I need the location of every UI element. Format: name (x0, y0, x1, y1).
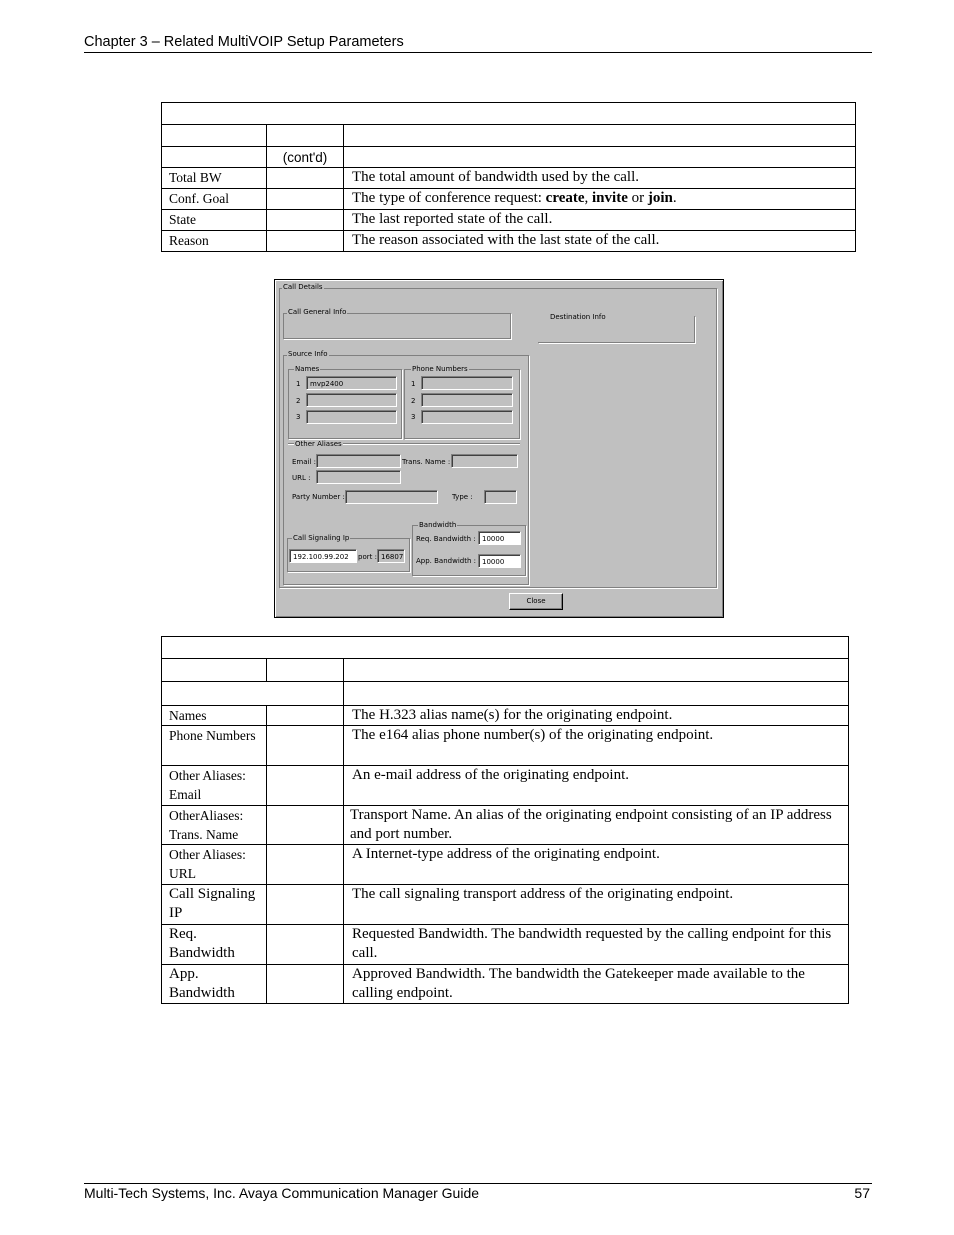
trans-name-field[interactable] (451, 454, 518, 468)
field-name: App. Bandwidth (162, 965, 267, 1004)
index-label: 3 (411, 413, 416, 421)
table-cell (267, 766, 344, 806)
page-header (84, 33, 872, 53)
field-description: The H.323 alias name(s) for the originating endpoint. (344, 706, 849, 726)
index-label: 2 (411, 397, 416, 405)
phone-1-field[interactable] (421, 376, 513, 390)
app-bandwidth-field[interactable]: 10000 (478, 554, 521, 568)
index-label: 3 (296, 413, 301, 421)
type-field[interactable] (484, 490, 517, 504)
url-label: URL : (292, 474, 311, 482)
desc-bold: create (545, 190, 585, 206)
table-cell (267, 210, 344, 231)
close-button[interactable]: Close (509, 593, 563, 610)
phone-2-field[interactable] (421, 393, 513, 407)
table-title-row (162, 637, 849, 659)
port-label: port : (358, 553, 377, 561)
table-cell (162, 147, 267, 168)
field-description: The e164 alias phone number(s) of the originating endpoint. (344, 726, 849, 766)
field-name: Call Signaling IP (162, 885, 267, 925)
call-details-dialog (274, 279, 724, 618)
call-details-title: Call Details (283, 283, 323, 291)
destination-info-label: Destination Info (550, 313, 606, 321)
bandwidth-label: Bandwidth (419, 521, 457, 529)
field-name: Names (162, 706, 267, 726)
phone-numbers-label: Phone Numbers (412, 365, 468, 373)
port-field[interactable]: 16807 (377, 549, 405, 563)
field-name: Other Aliases: URL (162, 845, 267, 885)
email-label: Email : (292, 458, 317, 466)
header-cell-field (162, 659, 267, 682)
table-cell (344, 147, 856, 168)
table-cell (267, 965, 344, 1004)
other-aliases-label: Other Aliases (295, 440, 342, 448)
call-signaling-label: Call Signaling Ip (293, 534, 350, 542)
section-desc-cell (344, 682, 849, 706)
table-cell (267, 231, 344, 252)
section-cell (162, 682, 344, 706)
table-cell (267, 925, 344, 965)
source-info-label: Source Info (288, 350, 328, 358)
table-cell (267, 726, 344, 766)
field-name: Req. Bandwidth (162, 925, 267, 965)
name-3-field[interactable] (306, 410, 397, 424)
field-name: State (162, 210, 267, 231)
ip-field[interactable]: 192.100.99.202 (289, 549, 357, 563)
header-cell-values (267, 659, 344, 682)
field-description: Approved Bandwidth. The bandwidth the Gatekeeper made available to the calling endpoint. (344, 965, 849, 1004)
req-bandwidth-label: Req. Bandwidth : (416, 535, 476, 543)
header-cell-description (344, 659, 849, 682)
desc-text: or (627, 190, 648, 206)
field-description: An e-mail address of the originating endpoint. (344, 766, 849, 806)
email-field[interactable] (316, 454, 401, 468)
field-description: A Internet-type address of the originating endpoint. (344, 845, 849, 885)
call-fields-table-continued (161, 102, 856, 252)
field-name: Reason (162, 231, 267, 252)
index-label: 2 (296, 397, 301, 405)
desc-text: , (584, 190, 593, 206)
table-cell (267, 885, 344, 925)
table-cell (267, 168, 344, 189)
party-number-field[interactable] (345, 490, 438, 504)
desc-bold: join (647, 190, 673, 206)
index-label: 1 (296, 380, 301, 388)
table-title-row (162, 103, 856, 125)
footer-text: Multi-Tech Systems, Inc. Avaya Communication Manager Guide (84, 1185, 480, 1201)
name-2-field[interactable] (306, 393, 397, 407)
table-cell (267, 806, 344, 845)
field-description (344, 189, 856, 210)
trans-name-label: Trans. Name : (402, 458, 451, 466)
contd-label: (cont'd) (267, 147, 344, 168)
header-cell-field (162, 125, 267, 147)
field-description: The call signaling transport address of the originating endpoint. (344, 885, 849, 925)
field-description: Transport Name. An alias of the originating endpoint consisting of an IP address and port number. (344, 806, 849, 845)
field-name: Conf. Goal (162, 189, 267, 210)
index-label: 1 (411, 380, 416, 388)
desc-text: . (672, 190, 677, 206)
field-description: The reason associated with the last state of the call. (344, 231, 856, 252)
field-name: Total BW (162, 168, 267, 189)
table-cell (267, 706, 344, 726)
field-description: The total amount of bandwidth used by the call. (344, 168, 856, 189)
page-number: 57 (854, 1185, 870, 1201)
app-bandwidth-label: App. Bandwidth : (416, 557, 476, 565)
source-info-fields-table (161, 636, 849, 1004)
req-bandwidth-field[interactable]: 10000 (478, 531, 521, 545)
table-cell (267, 189, 344, 210)
names-label: Names (295, 365, 320, 373)
field-description: The last reported state of the call. (344, 210, 856, 231)
name-1-field[interactable]: mvp2400 (306, 376, 397, 390)
field-name: Other Aliases: Email (162, 766, 267, 806)
header-cell-values (267, 125, 344, 147)
chapter-title: Chapter 3 – Related MultiVOIP Setup Parameters (84, 34, 404, 50)
field-description: Requested Bandwidth. The bandwidth requested by the calling endpoint for this call. (344, 925, 849, 965)
party-number-label: Party Number : (292, 493, 345, 501)
page-footer (84, 1183, 872, 1201)
url-field[interactable] (316, 470, 401, 484)
type-label: Type : (452, 493, 473, 501)
phone-3-field[interactable] (421, 410, 513, 424)
table-cell (267, 845, 344, 885)
general-info-label: Call General Info (288, 308, 347, 316)
desc-text: The type of conference request: (352, 190, 546, 206)
desc-bold: invite (592, 190, 628, 206)
field-name: Phone Numbers (162, 726, 267, 766)
general-info-group (283, 313, 511, 339)
field-name: OtherAliases: Trans. Name (162, 806, 267, 845)
header-cell-description (344, 125, 856, 147)
